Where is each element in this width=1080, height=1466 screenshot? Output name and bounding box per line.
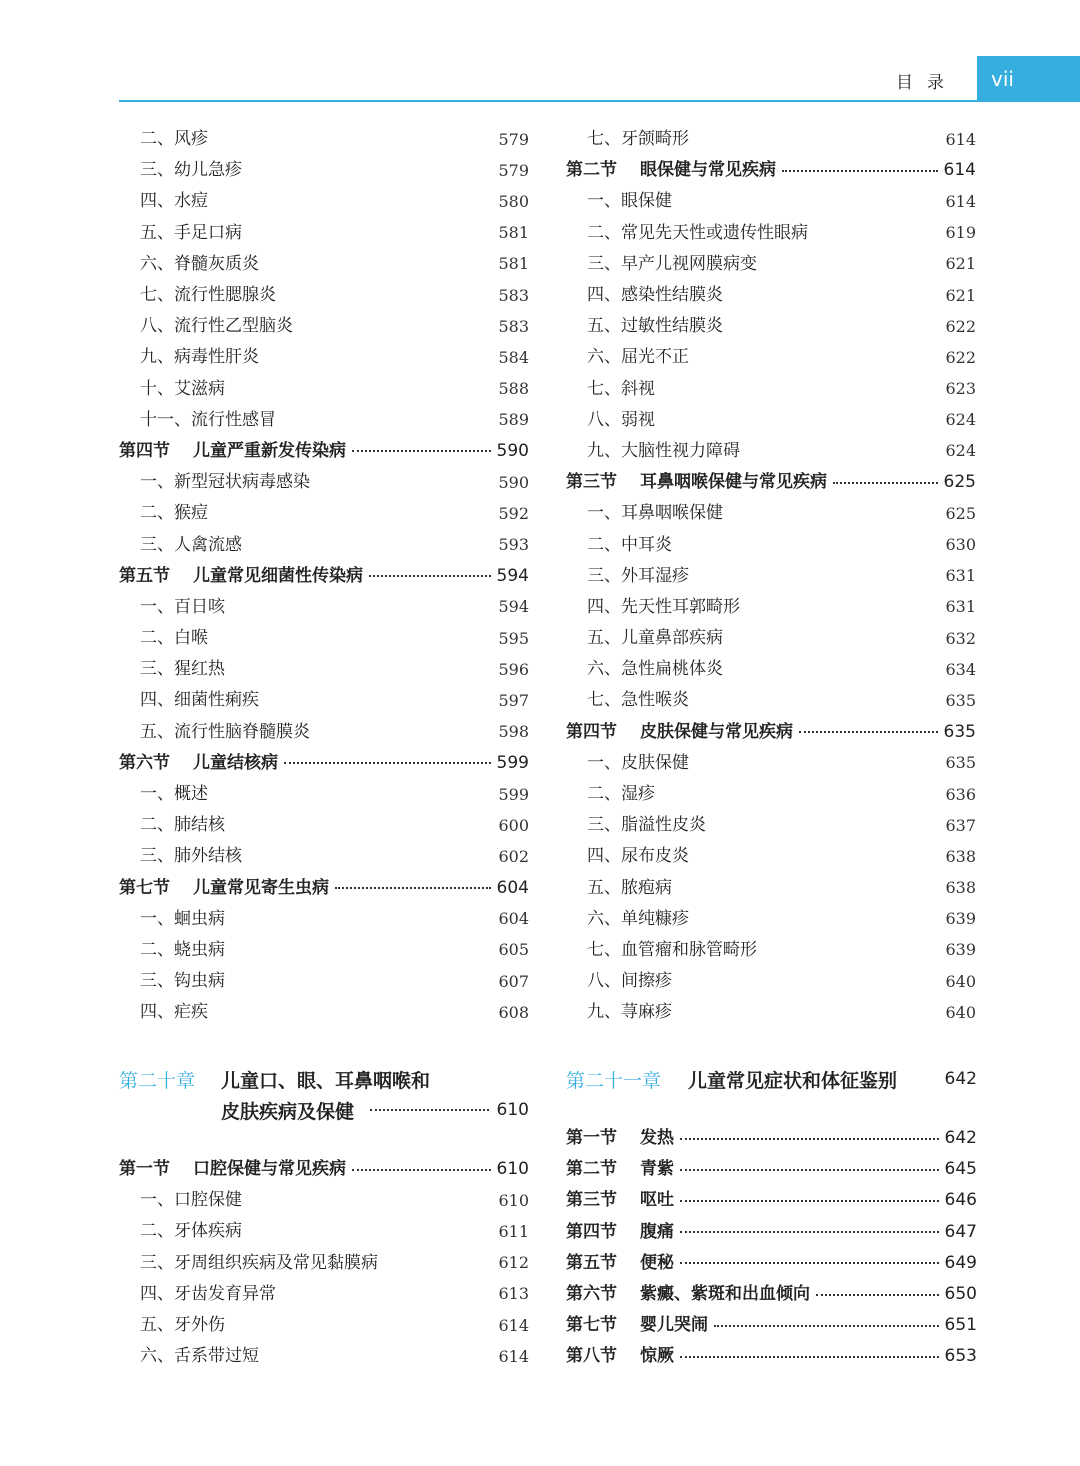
item-title: 一、耳鼻咽喉保健: [587, 503, 723, 524]
toc-section-entry[interactable]: [119, 1154, 529, 1185]
running-head-title: 目录: [896, 73, 958, 93]
section-title: 紫癜、紫斑和出血倾向: [640, 1284, 810, 1305]
page-number: 640: [945, 971, 976, 991]
leader-dots: [833, 482, 938, 484]
item-title: 二、白喉: [140, 628, 208, 649]
chapter-title-cont: 皮肤疾病及保健: [221, 1100, 355, 1123]
page-number: 645: [944, 1159, 977, 1180]
item-title: 一、新型冠状病毒感染: [140, 472, 310, 493]
leader-dots: [680, 1356, 939, 1358]
toc-item-entry[interactable]: [119, 218, 529, 249]
toc-section-entry[interactable]: [119, 873, 529, 904]
item-title: 一、眼保健: [587, 191, 672, 212]
toc-item-entry[interactable]: [119, 623, 529, 654]
item-title: 二、牙体疾病: [140, 1221, 242, 1242]
section-title: 儿童常见寄生虫病: [193, 877, 329, 898]
toc-section-entry[interactable]: [566, 1279, 977, 1310]
leader-dots: [370, 1109, 489, 1111]
section-title: 青紫: [640, 1159, 674, 1180]
section-number: 第六节: [566, 1284, 617, 1305]
toc-item-entry[interactable]: [119, 405, 529, 436]
item-title: 二、猴痘: [140, 503, 208, 524]
toc-item-entry[interactable]: [566, 685, 976, 716]
item-title: 四、疟疾: [140, 1002, 208, 1023]
toc-section-entry[interactable]: [566, 1185, 977, 1216]
section-number: 第七节: [119, 877, 170, 898]
toc-item-entry[interactable]: [119, 1248, 529, 1279]
item-title: 三、幼儿急疹: [140, 160, 242, 181]
item-title: 五、过敏性结膜炎: [587, 316, 723, 337]
toc-item-entry[interactable]: [566, 997, 976, 1028]
item-title: 九、荨麻疹: [587, 1002, 672, 1023]
toc-section-entry[interactable]: [566, 155, 976, 186]
item-title: 一、皮肤保健: [587, 752, 689, 773]
section-number: 第四节: [566, 1221, 617, 1242]
toc-item-entry[interactable]: [566, 280, 976, 311]
item-title: 六、屈光不正: [587, 347, 689, 368]
page-number: 623: [945, 379, 976, 399]
page-number: 621: [945, 254, 976, 274]
toc-item-entry[interactable]: [119, 997, 529, 1028]
section-number: 第四节: [119, 440, 170, 461]
section-title: 眼保健与常见疾病: [640, 160, 776, 181]
item-title: 十一、流行性感冒: [140, 409, 276, 430]
chapter-21-heading[interactable]: [566, 1065, 977, 1093]
toc-item-entry[interactable]: [566, 311, 976, 342]
page-header: [0, 0, 1080, 104]
leader-dots: [816, 1294, 939, 1296]
right-toc-column: [566, 124, 976, 1028]
page-number: 594: [498, 597, 529, 617]
toc-item-entry[interactable]: [119, 311, 529, 342]
item-title: 五、流行性脑脊髓膜炎: [140, 721, 310, 742]
page-number: 607: [498, 971, 529, 991]
item-title: 五、牙外伤: [140, 1315, 225, 1336]
leader-dots: [680, 1138, 939, 1140]
section-number: 第二节: [566, 1159, 617, 1180]
section-title: 耳鼻咽喉保健与常见疾病: [640, 472, 827, 493]
toc-item-entry[interactable]: [566, 405, 976, 436]
toc-item-entry[interactable]: [119, 810, 529, 841]
toc-item-entry[interactable]: [119, 592, 529, 623]
page-number: 599: [498, 784, 529, 804]
section-title: 发热: [640, 1128, 674, 1149]
section-title: 口腔保健与常见疾病: [193, 1159, 346, 1180]
page-number: 589: [498, 410, 529, 430]
page-number: 622: [945, 316, 976, 336]
toc-item-entry[interactable]: [119, 779, 529, 810]
page-number: 592: [498, 503, 529, 523]
page-number: 650: [944, 1284, 977, 1305]
toc-item-entry[interactable]: [566, 935, 976, 966]
toc-item-entry[interactable]: [566, 529, 976, 560]
page-number: 640: [945, 1002, 976, 1022]
toc-item-entry[interactable]: [119, 1216, 529, 1247]
section-number: 第五节: [566, 1252, 617, 1273]
leader-dots: [352, 450, 491, 452]
toc-item-entry[interactable]: [566, 623, 976, 654]
toc-item-entry[interactable]: [119, 685, 529, 716]
leader-dots: [369, 575, 491, 577]
chapter-20-entries: [119, 1154, 529, 1372]
leader-dots: [799, 731, 938, 733]
left-toc-column: [119, 124, 529, 1028]
section-number: 第三节: [566, 472, 617, 493]
item-title: 九、病毒性肝炎: [140, 347, 259, 368]
toc-section-entry[interactable]: [119, 748, 529, 779]
item-title: 十、艾滋病: [140, 378, 225, 399]
toc-item-entry[interactable]: [566, 654, 976, 685]
toc-item-entry[interactable]: [119, 498, 529, 529]
leader-dots: [284, 762, 491, 764]
toc-item-entry[interactable]: [566, 810, 976, 841]
chapter-title: 儿童口、眼、耳鼻咽喉和: [221, 1069, 431, 1092]
chapter-page-number: 610: [496, 1100, 529, 1120]
leader-dots: [680, 1231, 939, 1233]
section-number: 第三节: [566, 1190, 617, 1211]
toc-section-entry[interactable]: [119, 436, 529, 467]
section-title: 呕吐: [640, 1190, 674, 1211]
leader-dots: [714, 1325, 939, 1327]
item-title: 四、感染性结膜炎: [587, 285, 723, 306]
section-number: 第一节: [119, 1159, 170, 1180]
toc-item-entry[interactable]: [119, 467, 529, 498]
page-number: 598: [498, 722, 529, 742]
toc-item-entry[interactable]: [119, 654, 529, 685]
item-title: 三、肺外结核: [140, 846, 242, 867]
toc-item-entry[interactable]: [119, 904, 529, 935]
page-number: 651: [944, 1315, 977, 1336]
page-number: 599: [496, 752, 529, 773]
toc-item-entry[interactable]: [119, 841, 529, 872]
page-number: 647: [944, 1221, 977, 1242]
page-number: 614: [945, 191, 976, 211]
item-title: 一、蛔虫病: [140, 908, 225, 929]
item-title: 七、血管瘤和脉管畸形: [587, 939, 757, 960]
toc-item-entry[interactable]: [566, 498, 976, 529]
item-title: 二、湿疹: [587, 784, 655, 805]
section-title: 儿童结核病: [193, 752, 278, 773]
page-number: 610: [496, 1159, 529, 1180]
chapter-20-heading[interactable]: [119, 1065, 529, 1093]
page-number: 635: [945, 690, 976, 710]
page-number: 631: [945, 597, 976, 617]
toc-item-entry[interactable]: [566, 218, 976, 249]
toc-item-entry[interactable]: [566, 592, 976, 623]
toc-item-entry[interactable]: [119, 1185, 529, 1216]
item-title: 四、先天性耳郭畸形: [587, 596, 740, 617]
chapter-20-heading-line2[interactable]: [221, 1096, 529, 1124]
page-number: 639: [945, 940, 976, 960]
toc-item-entry[interactable]: [119, 155, 529, 186]
item-title: 八、流行性乙型脑炎: [140, 316, 293, 337]
toc-section-entry[interactable]: [566, 1248, 977, 1279]
item-title: 六、舌系带过短: [140, 1346, 259, 1367]
page-number: 604: [496, 877, 529, 898]
page-number: 614: [498, 1315, 529, 1335]
leader-dots: [335, 887, 491, 889]
page-number: 631: [945, 566, 976, 586]
section-title: 皮肤保健与常见疾病: [640, 721, 793, 742]
chapter-page-number: 642: [944, 1069, 977, 1089]
section-number: 第二节: [566, 160, 617, 181]
item-title: 二、肺结核: [140, 815, 225, 836]
toc-item-entry[interactable]: [119, 1341, 529, 1372]
page-number: 614: [945, 129, 976, 149]
item-title: 二、蛲虫病: [140, 939, 225, 960]
toc-item-entry[interactable]: [119, 186, 529, 217]
chapter-number: 第二十一章: [566, 1069, 662, 1092]
section-number: 第八节: [566, 1346, 617, 1367]
item-title: 六、单纯糠疹: [587, 908, 689, 929]
toc-item-entry[interactable]: [119, 124, 529, 155]
item-title: 四、牙齿发育异常: [140, 1283, 276, 1304]
page-number: 583: [498, 316, 529, 336]
page-number: 635: [943, 721, 976, 742]
page-number: 614: [498, 1346, 529, 1366]
toc-section-entry[interactable]: [566, 1341, 977, 1372]
toc-item-entry[interactable]: [119, 529, 529, 560]
item-title: 三、早产儿视网膜病变: [587, 253, 757, 274]
item-title: 四、水痘: [140, 191, 208, 212]
page-number: 630: [945, 535, 976, 555]
toc-item-entry[interactable]: [119, 717, 529, 748]
page-number: 580: [498, 191, 529, 211]
page-number: 605: [498, 940, 529, 960]
page-number: 625: [945, 503, 976, 523]
page-number: 638: [945, 878, 976, 898]
item-title: 八、间擦疹: [587, 971, 672, 992]
page-number: 590: [498, 472, 529, 492]
page-number: 636: [945, 784, 976, 804]
toc-item-entry[interactable]: [566, 249, 976, 280]
page-number: 611: [498, 1221, 529, 1241]
toc-section-entry[interactable]: [566, 1154, 977, 1185]
page-number: 624: [945, 410, 976, 430]
toc-item-entry[interactable]: [566, 966, 976, 997]
page-number-tab: vii: [977, 56, 1080, 102]
item-title: 三、人禽流感: [140, 534, 242, 555]
section-title: 儿童严重新发传染病: [193, 440, 346, 461]
toc-item-entry[interactable]: [566, 342, 976, 373]
leader-dots: [782, 170, 938, 172]
page-number: 600: [498, 815, 529, 835]
section-number: 第六节: [119, 752, 170, 773]
page-number: 596: [498, 659, 529, 679]
leader-dots: [352, 1169, 491, 1171]
toc-section-entry[interactable]: [566, 467, 976, 498]
page-number: 594: [496, 565, 529, 586]
toc-item-entry[interactable]: [566, 779, 976, 810]
section-title: 便秘: [640, 1252, 674, 1273]
page-number: 622: [945, 347, 976, 367]
item-title: 四、细菌性痢疾: [140, 690, 259, 711]
item-title: 三、钩虫病: [140, 971, 225, 992]
chapter-number: 第二十章: [119, 1069, 196, 1092]
page-number: 602: [498, 846, 529, 866]
item-title: 一、口腔保健: [140, 1190, 242, 1211]
section-title: 婴儿哭闹: [640, 1315, 708, 1336]
item-title: 七、流行性腮腺炎: [140, 285, 276, 306]
item-title: 九、大脑性视力障碍: [587, 440, 740, 461]
section-title: 惊厥: [640, 1346, 674, 1367]
page-number: 614: [943, 160, 976, 181]
leader-dots: [680, 1262, 939, 1264]
page-number: 590: [496, 440, 529, 461]
page-number: 624: [945, 441, 976, 461]
chapter-title: 儿童常见症状和体征鉴别: [688, 1069, 898, 1092]
section-number: 第四节: [566, 721, 617, 742]
toc-item-entry[interactable]: [119, 249, 529, 280]
leader-dots: [680, 1200, 939, 1202]
item-title: 三、猩红热: [140, 659, 225, 680]
toc-item-entry[interactable]: [566, 124, 976, 155]
toc-item-entry[interactable]: [566, 873, 976, 904]
toc-section-entry[interactable]: [566, 717, 976, 748]
page-number: 593: [498, 535, 529, 555]
page-number: 579: [498, 160, 529, 180]
item-title: 五、儿童鼻部疾病: [587, 628, 723, 649]
page-number: 637: [945, 815, 976, 835]
toc-item-entry[interactable]: [566, 374, 976, 405]
section-number: 第五节: [119, 565, 170, 586]
page-number: 625: [943, 472, 976, 493]
page-number: 638: [945, 846, 976, 866]
header-rule: [119, 100, 977, 102]
page-number: 608: [498, 1002, 529, 1022]
toc-item-entry[interactable]: [119, 1310, 529, 1341]
page-number: 597: [498, 690, 529, 710]
leader-dots: [680, 1169, 939, 1171]
toc-item-entry[interactable]: [566, 561, 976, 592]
item-title: 六、急性扁桃体炎: [587, 659, 723, 680]
page-number: 604: [498, 909, 529, 929]
page-number: 581: [498, 223, 529, 243]
item-title: 二、中耳炎: [587, 534, 672, 555]
item-title: 三、脂溢性皮炎: [587, 815, 706, 836]
toc-item-entry[interactable]: [119, 280, 529, 311]
chapter-21-entries: [566, 1123, 977, 1373]
toc-item-entry[interactable]: [566, 436, 976, 467]
item-title: 八、弱视: [587, 409, 655, 430]
section-title: 儿童常见细菌性传染病: [193, 565, 363, 586]
item-title: 五、手足口病: [140, 222, 242, 243]
page-number: 619: [945, 223, 976, 243]
item-title: 一、百日咳: [140, 596, 225, 617]
page-number: 613: [498, 1284, 529, 1304]
toc-item-entry[interactable]: [119, 966, 529, 997]
toc-item-entry[interactable]: [119, 935, 529, 966]
section-number: 第七节: [566, 1315, 617, 1336]
item-title: 三、牙周组织疾病及常见黏膜病: [140, 1252, 378, 1273]
page-number: 583: [498, 285, 529, 305]
toc-section-entry[interactable]: [566, 1310, 977, 1341]
item-title: 五、脓疱病: [587, 877, 672, 898]
page-number: 646: [944, 1190, 977, 1211]
page-number: 588: [498, 379, 529, 399]
item-title: 七、斜视: [587, 378, 655, 399]
toc-item-entry[interactable]: [119, 374, 529, 405]
item-title: 七、急性喉炎: [587, 690, 689, 711]
item-title: 三、外耳湿疹: [587, 565, 689, 586]
toc-item-entry[interactable]: [119, 1279, 529, 1310]
page-number: 642: [944, 1128, 977, 1149]
page-number: 581: [498, 254, 529, 274]
page-number: 612: [498, 1253, 529, 1273]
toc-item-entry[interactable]: [566, 904, 976, 935]
section-number: 第一节: [566, 1128, 617, 1149]
item-title: 一、概述: [140, 784, 208, 805]
toc-section-entry[interactable]: [566, 1123, 977, 1154]
item-title: 四、尿布皮炎: [587, 846, 689, 867]
page-number: 584: [498, 347, 529, 367]
toc-section-entry[interactable]: [566, 1217, 977, 1248]
page-number: 632: [945, 628, 976, 648]
page-number: 649: [944, 1252, 977, 1273]
item-title: 七、牙颌畸形: [587, 129, 689, 150]
toc-item-entry[interactable]: [566, 186, 976, 217]
page-number: 653: [944, 1346, 977, 1367]
toc-item-entry[interactable]: [566, 841, 976, 872]
toc-item-entry[interactable]: [566, 748, 976, 779]
item-title: 二、常见先天性或遗传性眼病: [587, 222, 808, 243]
page-number: 595: [498, 628, 529, 648]
section-title: 腹痛: [640, 1221, 674, 1242]
page-number: 634: [945, 659, 976, 679]
toc-item-entry[interactable]: [119, 342, 529, 373]
item-title: 二、风疹: [140, 129, 208, 150]
item-title: 六、脊髓灰质炎: [140, 253, 259, 274]
page-number: 639: [945, 909, 976, 929]
page-number: 621: [945, 285, 976, 305]
page-number: 610: [498, 1190, 529, 1210]
toc-section-entry[interactable]: [119, 561, 529, 592]
page-number: 635: [945, 753, 976, 773]
page-number: 579: [498, 129, 529, 149]
